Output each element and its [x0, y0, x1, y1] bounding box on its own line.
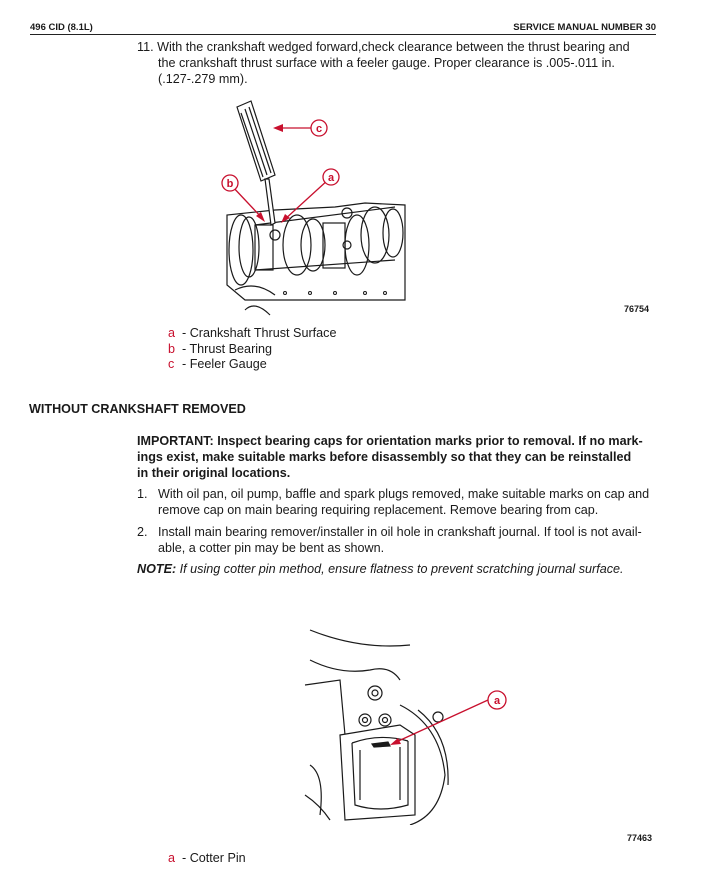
important-note: IMPORTANT: Inspect bearing caps for orientation marks prior to removal. If no mark- ings exist, make suitable marks before disassembly so that they can be reinstalled in their original locations. — [137, 434, 643, 480]
note: NOTE: If using cotter pin method, ensure flatness to prevent scratching journal surface. — [137, 562, 624, 576]
figure-crankshaft-thrust-diagram — [215, 95, 415, 320]
step-11 — [137, 39, 667, 87]
header-right: SERVICE MANUAL NUMBER 30 — [513, 22, 656, 33]
figure1-legend — [168, 326, 336, 373]
figure1-id: 76754 — [624, 304, 650, 314]
step-1: 1. With oil pan, oil pump, baffle and spark plugs removed, make suitable marks on cap and remove cap on main bearing requiring replacement. Remove bearing from cap. — [137, 487, 650, 517]
section-title: WITHOUT CRANKSHAFT REMOVED — [29, 402, 246, 416]
figure2-callout-a: a — [493, 695, 501, 707]
step-11-number: 11. — [137, 40, 154, 54]
step-2: 2. Install main bearing remover/installer in oil hole in crankshaft journal. If tool is not avail- able, a cotter pin may be bent as shown. — [137, 525, 642, 555]
figure1-callout-a: a — [327, 172, 335, 184]
important-label: IMPORTANT: — [137, 434, 214, 448]
figure1-callout-b: b — [226, 178, 234, 190]
step-11-line1: With the crankshaft wedged forward,check clearance between the thrust bearing and — [157, 40, 630, 54]
step-11-line3: (.127-.279 mm). — [158, 72, 248, 86]
figure-cotter-pin-diagram — [300, 625, 515, 825]
figure2-id: 77463 — [627, 833, 653, 843]
legend-item: b - Thrust Bearing — [168, 341, 273, 356]
legend-item: c - Feeler Gauge — [168, 357, 267, 371]
header-rule — [30, 34, 656, 35]
header-left: 496 CID (8.1L) — [30, 22, 93, 33]
legend-item: a - Crankshaft Thrust Surface — [168, 326, 337, 340]
figure1-callout-c: c — [315, 123, 323, 135]
step-11-line2: the crankshaft thrust surface with a feeler gauge. Proper clearance is .005-.011 in. — [158, 56, 615, 70]
legend-item: a - Cotter Pin — [168, 851, 246, 865]
note-label: NOTE: — [137, 562, 177, 576]
figure2-legend — [168, 851, 246, 867]
